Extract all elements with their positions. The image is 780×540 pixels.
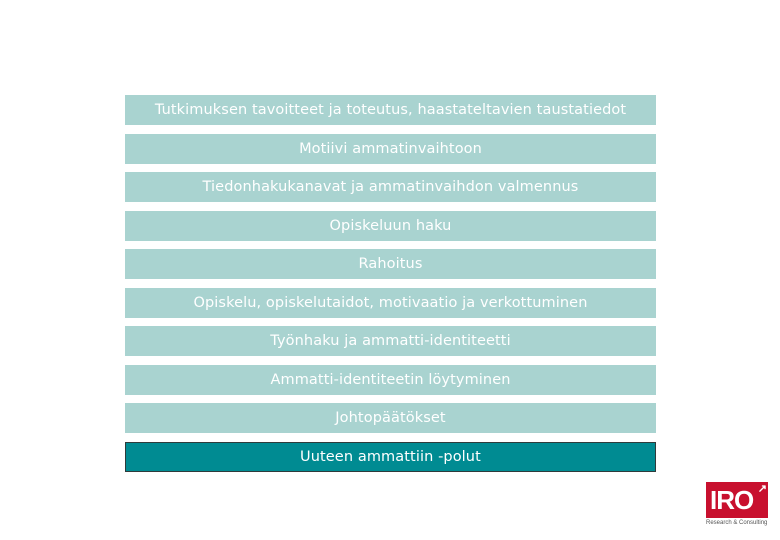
agenda-item-6[interactable]: Opiskelu, opiskelutaidot, motivaatio ja verkottuminen xyxy=(125,288,656,318)
agenda-item-5[interactable]: Rahoitus xyxy=(125,249,656,279)
logo-subtitle: Research & Consulting xyxy=(706,520,768,526)
logo-box xyxy=(706,482,768,518)
agenda-item-3[interactable]: Tiedonhakukanavat ja ammatinvaihdon valmennus xyxy=(125,172,656,202)
logo-text: IRO xyxy=(710,485,754,515)
agenda-item-2[interactable]: Motiivi ammatinvaihtoon xyxy=(125,134,656,164)
agenda-item-8[interactable]: Ammatti-identiteetin löytyminen xyxy=(125,365,656,395)
iro-logo xyxy=(706,482,770,526)
agenda-item-4[interactable]: Opiskeluun haku xyxy=(125,211,656,241)
agenda-item-9[interactable]: Johtopäätökset xyxy=(125,403,656,433)
arrow-up-right-icon: ↗ xyxy=(757,483,766,495)
agenda-item-1[interactable]: Tutkimuksen tavoitteet ja toteutus, haastateltavien taustatiedot xyxy=(125,95,656,125)
agenda-list xyxy=(125,95,656,480)
agenda-item-7[interactable]: Työnhaku ja ammatti-identiteetti xyxy=(125,326,656,356)
agenda-item-10-active[interactable]: Uuteen ammattiin -polut xyxy=(125,442,656,472)
